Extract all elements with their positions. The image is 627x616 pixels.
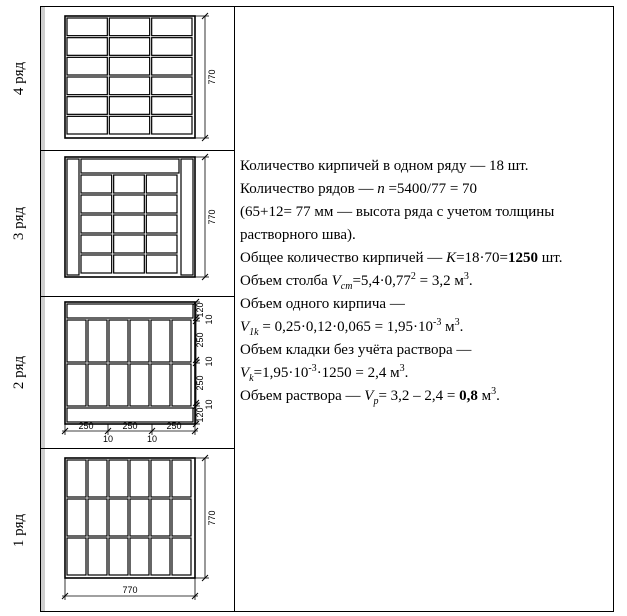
brick xyxy=(109,97,149,115)
dimension-label: 250 xyxy=(78,421,94,431)
brick xyxy=(81,255,112,273)
total-bricks-var: K xyxy=(446,250,457,266)
brick xyxy=(152,38,192,56)
brick xyxy=(114,215,145,233)
masonry-volume-mid: =1,95·10 xyxy=(253,365,309,381)
masonry-volume-unit-sup: 3 xyxy=(399,363,405,374)
mortar-volume-unit-sup: 3 xyxy=(491,386,497,397)
brick xyxy=(181,159,193,275)
brick xyxy=(109,460,128,497)
brick-volume-var: V xyxy=(240,319,250,335)
dimension-label: 120 xyxy=(195,407,205,423)
brick xyxy=(172,320,191,362)
brick xyxy=(88,320,107,362)
brick-volume-post: м xyxy=(441,319,455,335)
dimension-label: 770 xyxy=(207,510,217,526)
brick xyxy=(130,364,149,406)
brick xyxy=(67,320,86,362)
brick xyxy=(151,364,170,406)
brick xyxy=(130,538,149,575)
brick xyxy=(81,195,112,213)
brick xyxy=(67,57,107,75)
brick-volume-unit-sup: 3 xyxy=(454,317,460,328)
brick xyxy=(146,215,177,233)
brick xyxy=(88,460,107,497)
brick xyxy=(81,215,112,233)
masonry-volume-sup: -3 xyxy=(308,363,317,374)
brick xyxy=(67,538,86,575)
mortar-volume xyxy=(240,385,612,408)
brick xyxy=(109,77,149,95)
brick xyxy=(81,159,179,173)
brick xyxy=(67,159,79,275)
dimension-label: 250 xyxy=(122,421,138,431)
dimension-label: 250 xyxy=(166,421,182,431)
brick xyxy=(152,18,192,36)
brick xyxy=(146,175,177,193)
mortar-volume-var: V xyxy=(364,388,374,404)
brick xyxy=(67,408,193,422)
masonry-volume-label-text: Объем кладки без учёта раствора — xyxy=(240,342,472,358)
dimension-label: 10 xyxy=(102,434,114,444)
dimension-label: 250 xyxy=(195,332,205,348)
row-label-3-text: 3 ряд xyxy=(11,206,28,240)
column-volume-sup: 2 xyxy=(410,271,416,282)
brick xyxy=(109,18,149,36)
row-height-note xyxy=(240,201,612,247)
column-volume-end: . xyxy=(468,273,473,289)
total-bricks xyxy=(240,247,612,270)
dimension-label: 250 xyxy=(195,375,205,391)
brick xyxy=(114,175,145,193)
column-volume xyxy=(240,270,612,293)
brick xyxy=(151,538,170,575)
total-bricks-mid: =18·70= xyxy=(456,250,508,266)
brick-volume-mid: = 0,25·0,12·0,065 = 1,95·10 xyxy=(258,319,434,335)
brick xyxy=(67,499,86,536)
row-3-plan xyxy=(65,154,217,280)
brick xyxy=(172,499,191,536)
brick xyxy=(172,364,191,406)
calculation-text xyxy=(240,155,612,408)
brick xyxy=(67,38,107,56)
brick xyxy=(146,255,177,273)
row-count-post: =5400/77 = 70 xyxy=(384,181,478,197)
brick xyxy=(146,195,177,213)
brick xyxy=(109,38,149,56)
brick xyxy=(152,116,192,134)
brick xyxy=(67,77,107,95)
brick xyxy=(109,57,149,75)
row-height-note-text: (65+12= 77 мм — высота ряда с учетом толщины растворного шва). xyxy=(240,204,555,243)
row-2-plan xyxy=(62,299,214,444)
row-1-plan xyxy=(62,455,217,600)
brick-volume-sup: -3 xyxy=(433,317,442,328)
dimension-label: 770 xyxy=(207,209,217,225)
brick xyxy=(88,364,107,406)
brick xyxy=(151,499,170,536)
masonry-volume-sub: k xyxy=(249,373,254,384)
brick xyxy=(109,364,128,406)
column-volume-var: V xyxy=(331,273,341,289)
masonry-volume-end: . xyxy=(404,365,409,381)
brick xyxy=(114,255,145,273)
masonry-volume-var: V xyxy=(240,365,250,381)
row-label-1-text: 1 ряд xyxy=(11,513,28,547)
mortar-volume-sub: p xyxy=(373,396,379,407)
dimension-label: 770 xyxy=(207,69,217,85)
column-volume-mid: =5,4·0,77 xyxy=(352,273,411,289)
mortar-volume-pre: Объем раствора — xyxy=(240,388,365,404)
total-bricks-post: шт. xyxy=(537,250,563,266)
dimension-label: 10 xyxy=(146,434,158,444)
row-count-var: n xyxy=(377,181,385,197)
brick xyxy=(109,320,128,362)
column-volume-sub: ст xyxy=(340,281,353,292)
brick xyxy=(67,97,107,115)
brick xyxy=(88,538,107,575)
dimension-label: 770 xyxy=(122,585,138,595)
brick xyxy=(67,304,193,318)
dimension-label: 10 xyxy=(204,399,214,410)
bricks-per-row xyxy=(240,155,612,178)
brick xyxy=(151,460,170,497)
brick xyxy=(81,175,112,193)
masonry-volume-post: ·1250 = 2,4 м xyxy=(316,365,400,381)
brick xyxy=(130,460,149,497)
row-count-pre: Количество рядов — xyxy=(240,181,378,197)
brick-volume-end: . xyxy=(459,319,464,335)
mortar-volume-value: 0,8 xyxy=(459,388,478,404)
total-bricks-pre: Общее количество кирпичей — xyxy=(240,250,447,266)
dimension-label: 10 xyxy=(204,314,214,325)
row-4-plan xyxy=(65,13,217,141)
row-label-4-text: 4 ряд xyxy=(11,61,28,95)
total-bricks-value: 1250 xyxy=(507,250,538,266)
masonry-volume xyxy=(240,362,612,385)
column-volume-unit-sup: 3 xyxy=(463,271,469,282)
column-volume-post: = 3,2 м xyxy=(415,273,464,289)
brick xyxy=(67,364,86,406)
mortar-volume-mid: = 3,2 – 2,4 = xyxy=(378,388,460,404)
brick xyxy=(172,538,191,575)
brick xyxy=(130,499,149,536)
brick xyxy=(172,460,191,497)
bricks-per-row-text: Количество кирпичей в одном ряду — 18 шт. xyxy=(240,158,529,174)
brick xyxy=(151,320,170,362)
masonry-volume-label xyxy=(240,339,612,362)
brick-volume-label-text: Объем одного кирпича — xyxy=(240,296,405,312)
brick xyxy=(130,320,149,362)
brick xyxy=(109,538,128,575)
brick xyxy=(81,235,112,253)
row-label-2-text: 2 ряд xyxy=(11,355,28,389)
brick xyxy=(146,235,177,253)
brick-volume xyxy=(240,316,612,339)
dimension-label: 10 xyxy=(204,356,214,367)
brick xyxy=(114,195,145,213)
brick xyxy=(152,97,192,115)
row-count xyxy=(240,178,612,201)
brick xyxy=(67,460,86,497)
brick xyxy=(88,499,107,536)
brick-volume-sub: 1k xyxy=(249,327,259,338)
dimension-label: 120 xyxy=(195,302,205,318)
brick xyxy=(67,116,107,134)
brick xyxy=(152,77,192,95)
brick xyxy=(152,57,192,75)
column-volume-pre: Объем столба xyxy=(240,273,332,289)
brick xyxy=(109,499,128,536)
brick xyxy=(67,18,107,36)
mortar-volume-end: . xyxy=(496,388,500,404)
brick-volume-label xyxy=(240,293,612,316)
brick xyxy=(114,235,145,253)
brick xyxy=(109,116,149,134)
mortar-volume-post: м xyxy=(477,388,492,404)
